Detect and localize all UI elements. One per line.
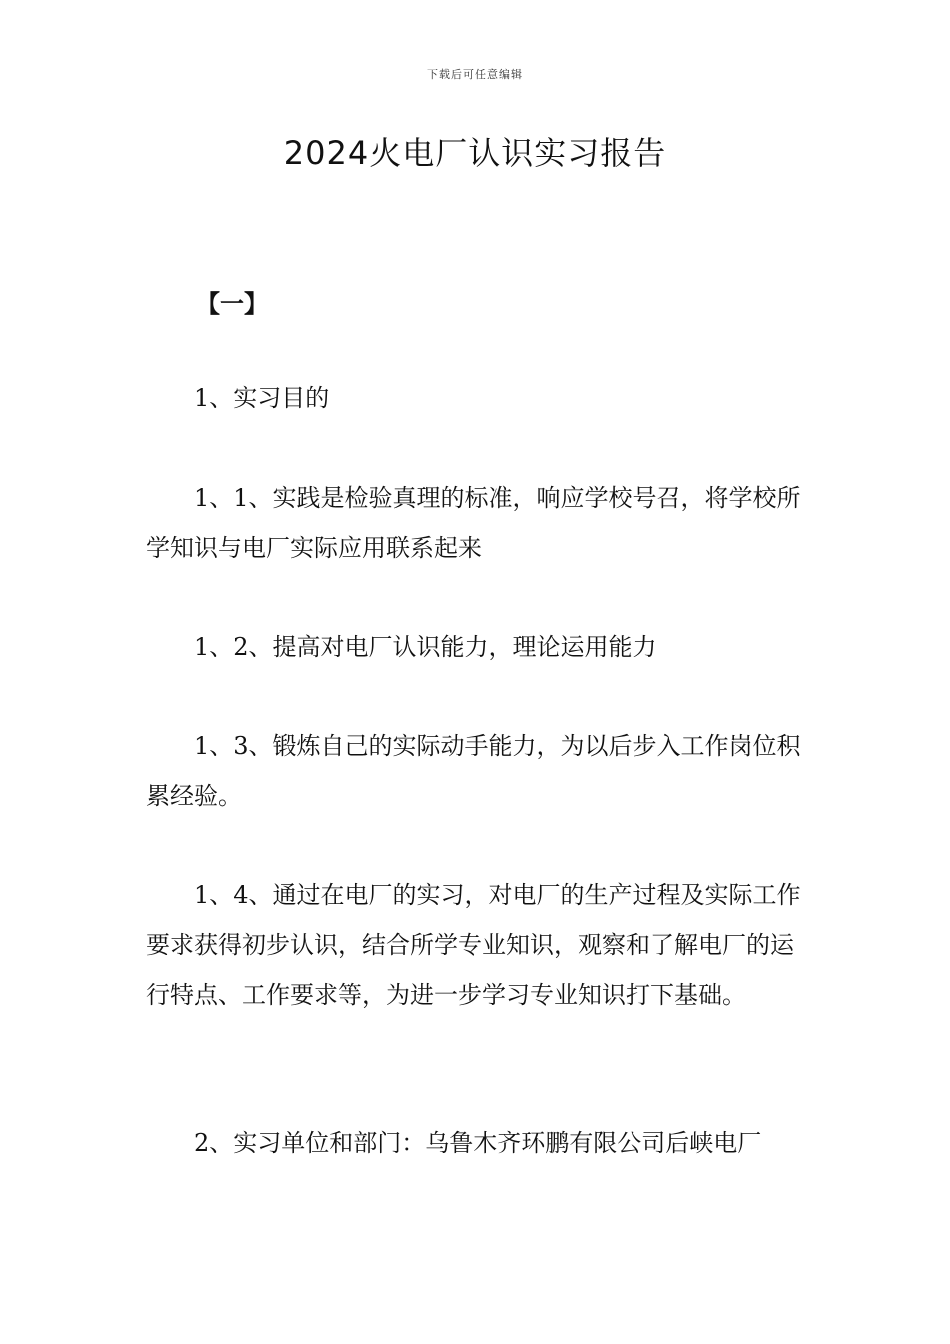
section-marker: 【一】 xyxy=(196,290,268,318)
paragraph-practice-unit: 2、实习单位和部门：乌鲁木齐环鹏有限公司后峡电厂 xyxy=(194,1129,762,1157)
paragraph-practice-purpose: 1、实习目的 xyxy=(194,384,330,412)
paragraph-item-1-2: 1、2、提高对电厂认识能力，理论运用能力 xyxy=(194,633,657,661)
document-title: 2024火电厂认识实习报告 xyxy=(283,134,667,172)
paragraph-item-1-1: 1、1、实践是检验真理的标准，响应学校号召，将学校所学知识与电厂实际应用联系起来 xyxy=(146,484,801,562)
header-note: 下载后可任意编辑 xyxy=(427,68,523,81)
paragraph-item-1-3: 1、3、锻炼自己的实际动手能力，为以后步入工作岗位积累经验。 xyxy=(146,732,801,810)
paragraph-item-1-4: 1、4、通过在电厂的实习，对电厂的生产过程及实际工作要求获得初步认识，结合所学专业知识，观察和了解电厂的运行特点、工作要求等，为进一步学习专业知识打下基础。 xyxy=(146,881,801,1009)
